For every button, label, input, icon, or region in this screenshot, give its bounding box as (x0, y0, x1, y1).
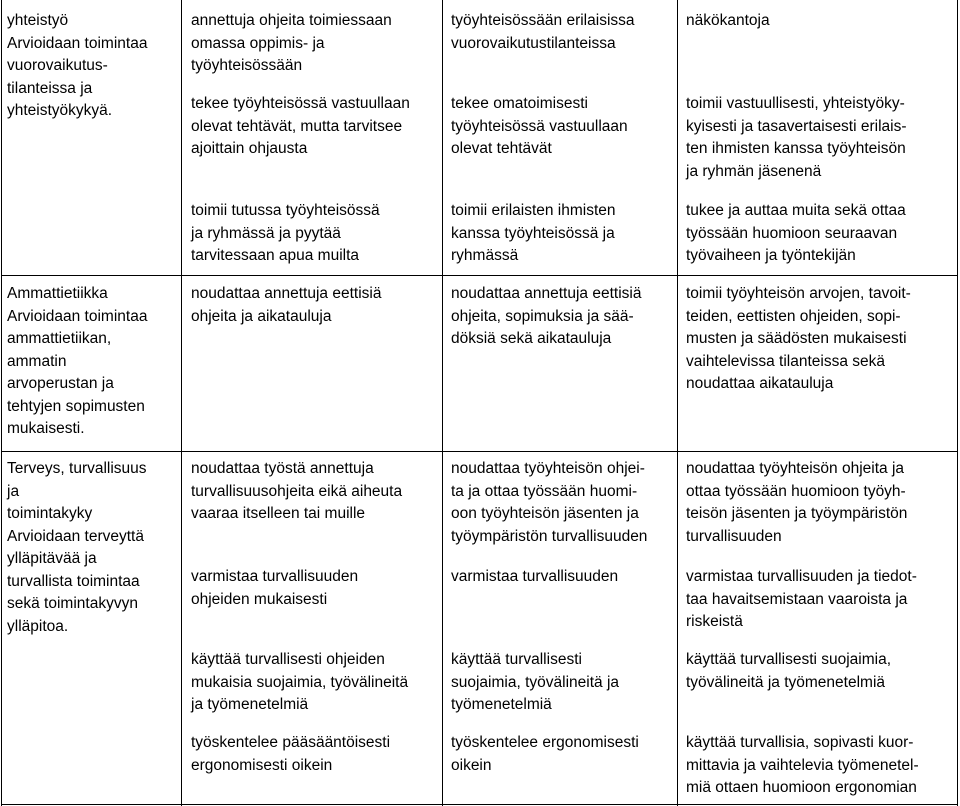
safety-satisfactory-text: käyttää turvallisesti ohjeiden mukaisia suojaimia, työvälineitä ja työmenetelmiä (191, 651, 409, 713)
column-divider-1 (181, 0, 182, 806)
safety-excellent-text: varmistaa turvallisuuden ja tiedot- taa havaitsemistaan vaaroista ja riskeistä (686, 568, 917, 630)
safety-excellent-text: käyttää turvallisia, sopivasti kuor- mittavia ja vaihtelevia työmenetel- miä ottaen huomioon ergonomian (686, 734, 919, 796)
interaction-good-text: tekee omatoimisesti työyhteisössä vastuullaan olevat tehtävät (451, 95, 628, 157)
interaction-good-text: työyhteisössään erilaisissa vuorovaikutustilanteissa (451, 12, 635, 52)
interaction-satisfactory-text: toimii tutussa työyhteisössä ja ryhmässä ja pyytää tarvitessaan apua muilta (191, 202, 380, 264)
table-bottom-border (1, 804, 958, 805)
safety-good-text: työskentelee ergonomisesti oikein (451, 734, 639, 774)
ethics-good-text: noudattaa annettuja eettisiä ohjeita, sopimuksia ja sää- döksiä sekä aikatauluja (451, 285, 642, 347)
row-divider-2 (1, 451, 958, 452)
row-divider-1 (1, 275, 958, 276)
column-divider-3 (677, 0, 678, 806)
interaction-satisfactory-text: tekee työyhteisössä vastuullaan olevat tehtävät, mutta tarvitsee ajoittain ohjausta (191, 95, 410, 157)
table-left-border (1, 0, 2, 806)
safety-satisfactory-text: varmistaa turvallisuuden ohjeiden mukaisesti (191, 568, 359, 608)
safety-good-text: varmistaa turvallisuuden (451, 568, 619, 585)
ethics-satisfactory-text: noudattaa annettuja eettisiä ohjeita ja aikatauluja (191, 285, 382, 325)
criterion-interaction: yhteistyö Arvioidaan toimintaa vuorovaikutus- tilanteissa ja yhteistyökykyä. (7, 12, 148, 119)
interaction-excellent-text: toimii vastuullisesti, yhteistyöky- kyisesti ja tasavertaisesti erilais- ten ihmisten kanssa työyhteisön ja ryhmän jäsenenä (686, 95, 907, 180)
safety-satisfactory-text: työskentelee pääsääntöisesti ergonomisesti oikein (191, 734, 391, 774)
column-divider-2 (442, 0, 443, 806)
safety-good-text: noudattaa työyhteisön ohjei- ta ja ottaa työssään huomi- oon työyhteisön jäsenten ja työympäristön turvallisuuden (451, 460, 648, 545)
interaction-excellent-text: näkökantoja (686, 12, 770, 29)
interaction-excellent-text: tukee ja auttaa muita sekä ottaa työssään huomioon seuraavan työvaiheen ja työntekijän (686, 202, 906, 264)
safety-excellent-text: noudattaa työyhteisön ohjeita ja ottaa työssään huomioon työyh- teisön jäsenten ja työympäristön turvallisuuden (686, 460, 908, 545)
criterion-professional-ethics: Ammattietiikka Arvioidaan toimintaa ammattietiikan, ammatin arvoperustan ja tehtyjen sopimusten mukaisesti. (7, 285, 148, 437)
ethics-excellent-text: toimii työyhteisön arvojen, tavoit- teiden, eettisten ohjeiden, sopi- musten ja säädösten mukaisesti vaihtelevissa tilanteissa sekä noudattaa aikatauluja (686, 285, 911, 392)
interaction-satisfactory-text: annettuja ohjeita toimiessaan omassa oppimis- ja työyhteisössään (191, 12, 392, 74)
criterion-health-safety: Terveys, turvallisuus ja toimintakyky Arvioidaan terveyttä ylläpitävää ja turvallista toimintaa sekä toimintakyvyn ylläpitoa. (7, 460, 147, 635)
interaction-good-text: toimii erilaisten ihmisten kanssa työyhteisössä ja ryhmässä (451, 202, 616, 264)
safety-good-text: käyttää turvallisesti suojaimia, työvälineitä ja työmenetelmiä (451, 651, 620, 713)
safety-excellent-text: käyttää turvallisesti suojaimia, työvälineitä ja työmenetelmiä (686, 651, 892, 691)
table-right-border (957, 0, 958, 806)
safety-satisfactory-text: noudattaa työstä annettuja turvallisuusohjeita eikä aiheuta vaaraa itselleen tai muille (191, 460, 403, 522)
